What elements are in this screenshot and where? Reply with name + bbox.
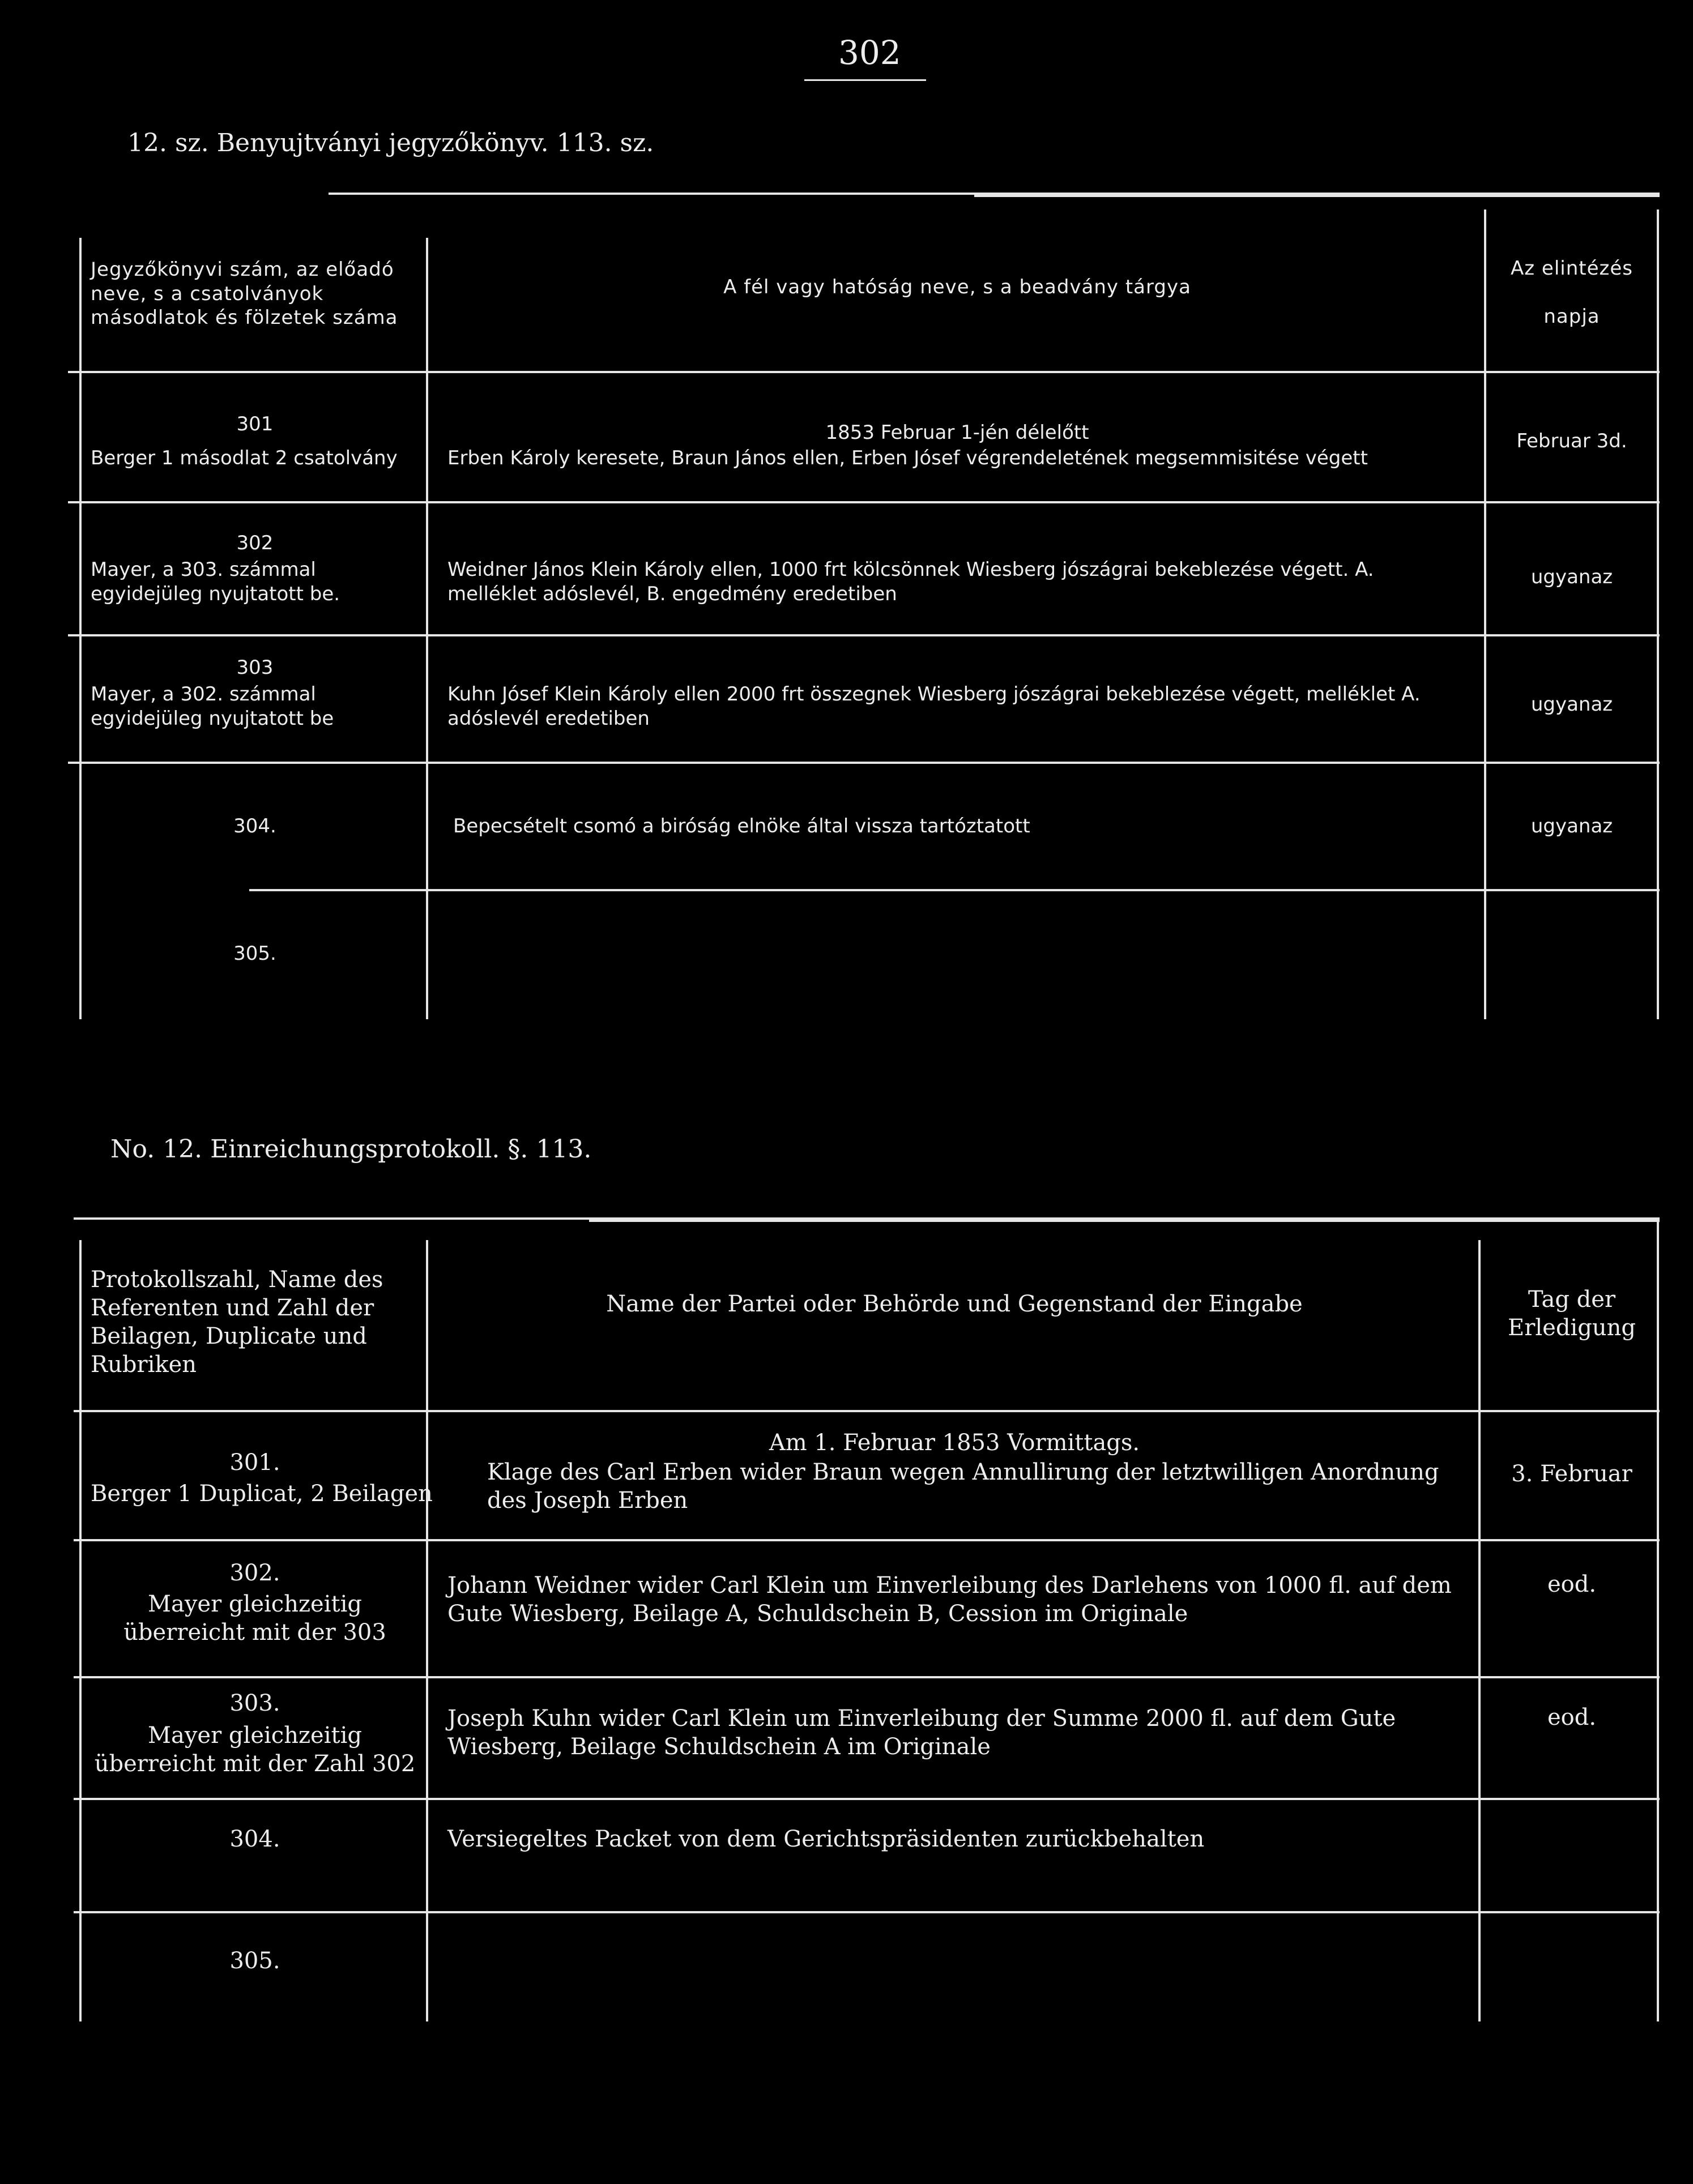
entry-number: 302	[236, 532, 274, 554]
rule	[1478, 1240, 1481, 2021]
rule	[1657, 1217, 1659, 2021]
rule	[68, 371, 1660, 373]
entry-subject: Joseph Kuhn wider Carl Klein um Einverleibung der Summe 2000 fl. auf dem Gute Wiesberg, Beilage Schuldschein A im Originale	[447, 1706, 1396, 1760]
header-reference: Jegyzőkönyvi szám, az előadó neve, s a csatolványok másodlatok és fölzetek száma	[91, 258, 398, 329]
entry-subject: Klage des Carl Erben wider Braun wegen Annullirung der letztwilligen Anordnung des Joseph Erben	[487, 1459, 1439, 1514]
entry-subject: Johann Weidner wider Carl Klein um Einverleibung des Darlehens von 1000 fl. auf dem Gute Wiesberg, Beilage A, Schuldschein B, Cession im Originale	[447, 1572, 1452, 1627]
entry-number: 305.	[229, 1948, 280, 1974]
header-reference: Protokollszahl, Name des Referenten und Zahl der Beilagen, Duplicate und Rubriken	[91, 1267, 383, 1378]
rule	[426, 238, 428, 1019]
entry-resolution-date: eod.	[1547, 1704, 1597, 1730]
header-date: Tag der Erledigung	[1508, 1287, 1636, 1341]
page-number: 302	[838, 33, 901, 72]
rule	[74, 1410, 1660, 1412]
header-date: Az elintézés	[1511, 257, 1633, 280]
header-subject: A fél vagy hatóság neve, s a beadvány tárgya	[723, 276, 1191, 298]
rule	[589, 1217, 1660, 1222]
entry-number: 302.	[229, 1560, 280, 1586]
entry-date-line: Am 1. Februar 1853 Vormittags.	[769, 1430, 1140, 1456]
entry-subject: Weidner János Klein Károly ellen, 1000 frt kölcsönnek Wiesberg jószágrai bekeblezése végett. A. melléklet adóslevél, B. engedmény eredetiben	[447, 558, 1374, 605]
header-date: napja	[1543, 305, 1600, 328]
page-number-underline	[804, 79, 926, 81]
rule	[68, 762, 1660, 764]
rule	[79, 238, 82, 1019]
entry-reference: Mayer gleichzeitig überreicht mit der Zahl 302	[94, 1723, 416, 1777]
entry-number: 301	[236, 413, 274, 435]
entry-number: 303	[236, 656, 274, 679]
entry-resolution-date: ugyanaz	[1530, 693, 1613, 716]
entry-resolution-date: eod.	[1547, 1571, 1597, 1597]
entry-reference: Berger 1 másodlat 2 csatolvány	[91, 447, 398, 469]
entry-date-line: 1853 Februar 1-jén délelőtt	[825, 421, 1089, 444]
rule	[74, 1911, 1660, 1913]
entry-number: 301.	[229, 1450, 280, 1476]
header-subject: Name der Partei oder Behörde und Gegenstand der Eingabe	[606, 1291, 1303, 1317]
entry-resolution-date: Februar 3d.	[1516, 430, 1627, 452]
entry-number: 303.	[229, 1690, 280, 1716]
rule	[79, 1240, 82, 2021]
rule	[68, 634, 1660, 636]
entry-reference: Mayer gleichzeitig überreicht mit der 303	[123, 1591, 386, 1646]
entry-reference: Mayer, a 302. számmal egyidejüleg nyujtatott be	[91, 683, 334, 730]
rule	[249, 889, 1660, 891]
entry-resolution-date: ugyanaz	[1530, 815, 1613, 837]
entry-number: 305.	[233, 942, 276, 965]
german-title: No. 12. Einreichungsprotokoll. §. 113.	[110, 1135, 592, 1164]
rule	[426, 1240, 428, 2021]
rule	[68, 501, 1660, 503]
rule	[74, 1539, 1660, 1541]
entry-subject: Kuhn Jósef Klein Károly ellen 2000 frt összegnek Wiesberg jószágrai bekeblezése végett, melléklet A. adóslevél eredetiben	[447, 683, 1421, 730]
entry-number: 304.	[233, 815, 276, 837]
rule	[974, 193, 1660, 197]
entry-reference: Berger 1 Duplicat, 2 Beilagen	[91, 1481, 433, 1507]
entry-subject: Erben Károly keresete, Braun János ellen, Erben Jósef végrendeletének megsemmisitése végett	[447, 447, 1368, 469]
entry-resolution-date: 3. Februar	[1511, 1461, 1632, 1487]
entry-reference: Mayer, a 303. számmal egyidejüleg nyujtatott be.	[91, 558, 340, 605]
entry-resolution-date: ugyanaz	[1530, 566, 1613, 588]
rule	[74, 1798, 1660, 1800]
hungarian-title: 12. sz. Benyujtványi jegyzőkönyv. 113. sz.	[127, 129, 654, 157]
rule	[1657, 210, 1659, 1019]
entry-number: 304.	[229, 1826, 280, 1852]
entry-subject: Versiegeltes Packet von dem Gerichtspräsidenten zurückbehalten	[447, 1826, 1205, 1852]
entry-subject: Bepecsételt csomó a biróság elnöke által vissza tartóztatott	[453, 815, 1030, 837]
rule	[74, 1676, 1660, 1678]
rule	[1484, 210, 1486, 1019]
